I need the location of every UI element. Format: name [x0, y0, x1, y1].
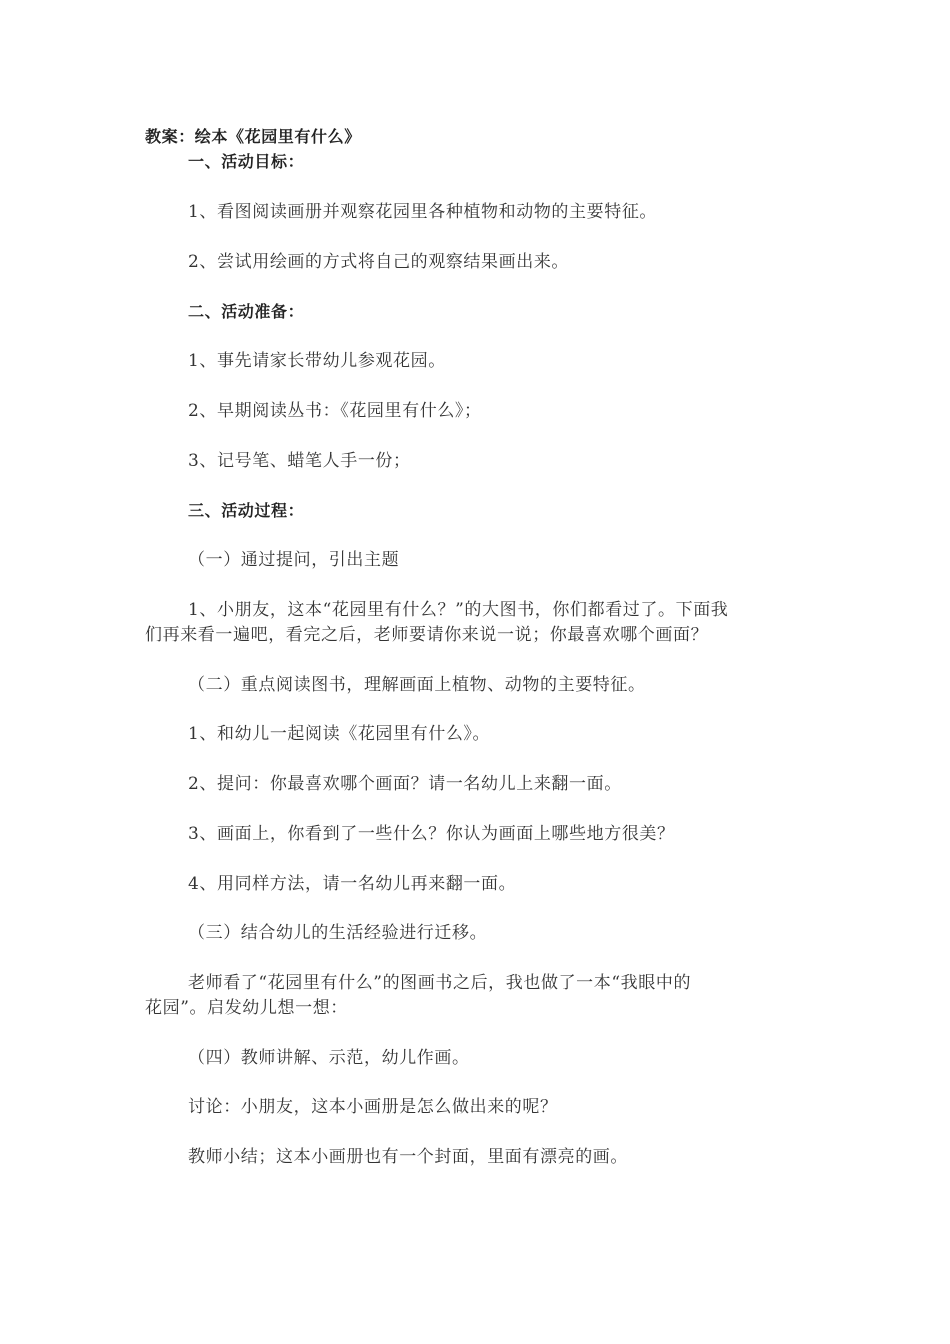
process-step-heading: （二）重点阅读图书，理解画面上植物、动物的主要特征。	[188, 675, 646, 695]
process-paragraph: 1、小朋友，这本“花园里有什么？”的大图书，你们都看过了。下面我	[188, 600, 729, 620]
goal-item: 1、看图阅读画册并观察花园里各种植物和动物的主要特征。	[188, 202, 658, 222]
preparation-item: 1、事先请家长带幼儿参观花园。	[188, 351, 446, 371]
process-paragraph-continued: 花园”。启发幼儿想一想：	[145, 998, 348, 1018]
process-item: 1、和幼儿一起阅读《花园里有什么》。	[188, 724, 491, 744]
preparation-item: 3、记号笔、蜡笔人手一份；	[188, 451, 411, 471]
section-heading-process: 三、活动过程：	[188, 501, 305, 520]
preparation-item: 2、早期阅读丛书：《花园里有什么》；	[188, 401, 482, 421]
summary-text: 教师小结；这本小画册也有一个封面，里面有漂亮的画。	[188, 1147, 628, 1167]
process-item: 2、提问：你最喜欢哪个画面？请一名幼儿上来翻一面。	[188, 774, 622, 794]
discussion-text: 讨论：小朋友，这本小画册是怎么做出来的呢？	[188, 1097, 558, 1117]
process-item: 3、画面上，你看到了一些什么？你认为画面上哪些地方很美？	[188, 824, 675, 844]
goal-item: 2、尝试用绘画的方式将自己的观察结果画出来。	[188, 252, 570, 272]
section-heading-preparation: 二、活动准备：	[188, 302, 305, 321]
process-paragraph-continued: 们再来看一遍吧，看完之后，老师要请你来说一说；你最喜欢哪个画面？	[145, 625, 709, 645]
process-step-heading: （三）结合幼儿的生活经验进行迁移。	[188, 923, 488, 943]
document-title: 教案：绘本《花园里有什么》	[145, 127, 361, 146]
process-item: 4、用同样方法，请一名幼儿再来翻一面。	[188, 874, 517, 894]
section-heading-goals: 一、活动目标：	[188, 152, 305, 171]
process-step-heading: （四）教师讲解、示范，幼儿作画。	[188, 1048, 470, 1068]
process-step-heading: （一）通过提问，引出主题	[188, 550, 400, 570]
process-paragraph: 老师看了“花园里有什么”的图画书之后，我也做了一本“我眼中的	[188, 973, 692, 993]
